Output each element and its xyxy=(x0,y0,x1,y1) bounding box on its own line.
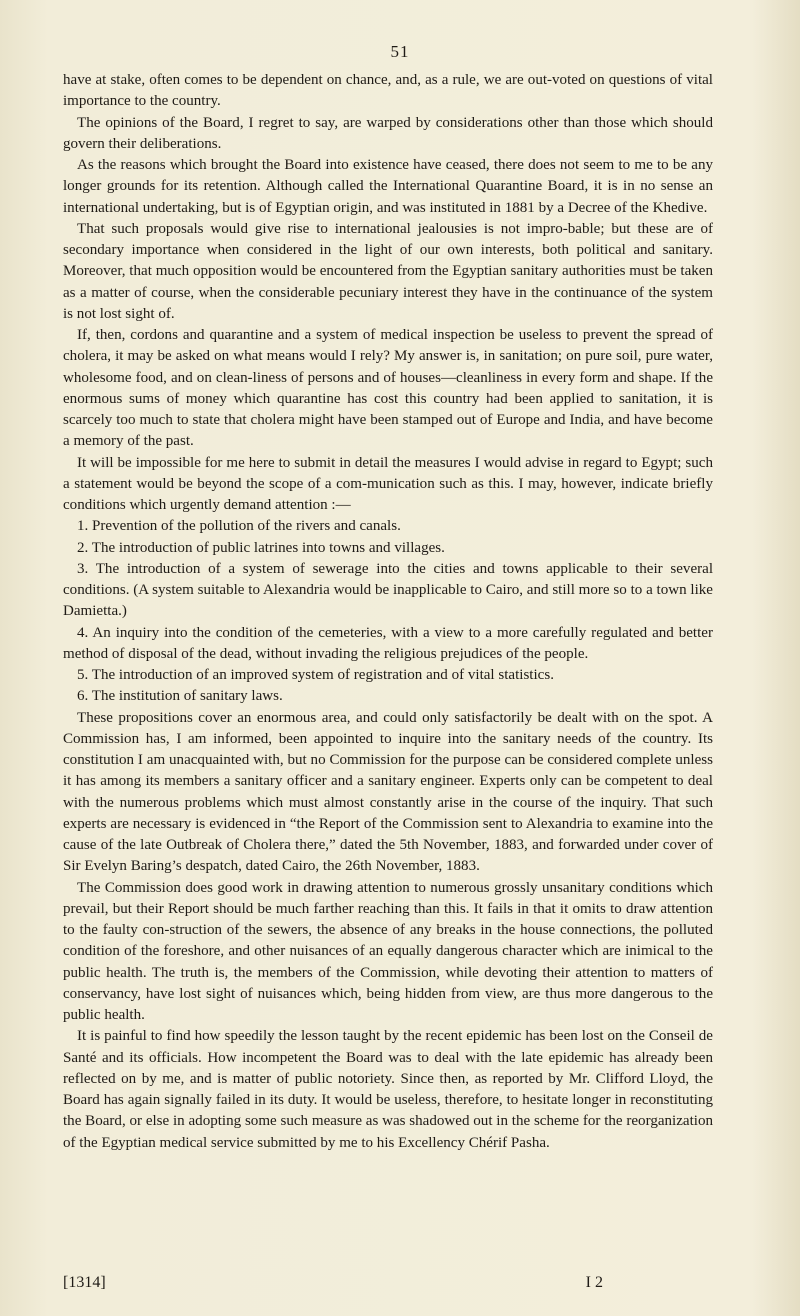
list-item: 3. The introduction of a system of sewerage into the cities and towns applicable to their several conditions. (A system suitable to Alexandria would be inapplicable to Cairo, and still more so to a town like Damietta.) xyxy=(63,560,713,620)
body-text xyxy=(63,70,713,1154)
paragraph: have at stake, often comes to be dependent on chance, and, as a rule, we are out-voted on questions of vital importance to the country. xyxy=(63,72,713,110)
list-item: 1. Prevention of the pollution of the rivers and canals. xyxy=(77,518,401,535)
paragraph: These propositions cover an enormous area, and could only satisfactorily be dealt with on the spot. A Commission has, I am informed, been appointed to inquire into the sanitary needs of the country. Its constitution I am unacquainted with, but no Commission for the purpose can be considered complete unless it has among its members a sanitary officer and a sanitary engineer. Experts only can be competent to deal with the numerous problems which must almost constantly arise in the course of the inquiry. That such experts are necessary is evidenced in “the Report of the Commission sent to Alexandria to examine into the cause of the late Outbreak of Cholera there,” dated the 5th November, 1883, and forwarded under cover of Sir Evelyn Baring’s despatch, dated Cairo, the 26th November, 1883. xyxy=(63,709,713,875)
document-reference-number: [1314] xyxy=(63,1274,106,1291)
page-footer xyxy=(63,1274,603,1292)
paragraph: If, then, cordons and quarantine and a system of medical inspection be useless to prevent the spread of cholera, it may be asked on what means would I rely? My answer is, in sanitation; on pure soil, pure water, wholesome food, and on clean-liness of persons and of houses—cleanliness in every form and shape. If the enormous sums of money which quarantine has cost this country had been applied to sanitation, it is scarcely too much to state that cholera might have been stamped out of Europe and India, and have become a memory of the past. xyxy=(63,327,713,450)
paragraph: The opinions of the Board, I regret to say, are warped by considerations other than those which should govern their deliberations. xyxy=(63,114,713,152)
list-item: 5. The introduction of an improved system of registration and of vital statistics. xyxy=(77,667,554,683)
paragraph: That such proposals would give rise to international jealousies is not impro-bable; but these are of secondary importance when considered in the light of our own interests, both political and sanitary. Moreover, that much opposition would be encountered from the Egyptian sanitary authorities must be taken as a matter of course, when the considerable pecuniary interest they have in the continuance of the system is not lost sight of. xyxy=(63,220,713,322)
paragraph: It is painful to find how speedily the lesson taught by the recent epidemic has been lost on the Conseil de Santé and its officials. How incompetent the Board was to deal with the late epidemic has already been reflected on by me, and is matter of public notoriety. Since then, as reported by Mr. Clifford Lloyd, the Board has again signally failed in its duty. It would be useless, therefore, to hesitate longer in reconstituting the Board, or else in adopting some such measure as was shadowed out in the scheme for the reorganization of the Egyptian medical service submitted by me to his Excellency Chérif Pasha. xyxy=(63,1028,713,1151)
list-item: 2. The introduction of public latrines into towns and villages. xyxy=(77,539,445,556)
signature-mark: I 2 xyxy=(585,1274,603,1291)
paragraph: As the reasons which brought the Board into existence have ceased, there does not seem to me to be any longer grounds for its retention. Although called the International Quarantine Board, it is in no sense an international undertaking, but is of Egyptian origin, and was instituted in 1881 by a Decree of the Khedive. xyxy=(63,157,713,216)
list-item: 4. An inquiry into the condition of the cemeteries, with a view to a more carefully regulated and better method of disposal of the dead, without invading the religious prejudices of the people. xyxy=(63,624,713,662)
paragraph: The Commission does good work in drawing attention to numerous grossly unsanitary conditions which prevail, but their Report should be much farther reaching than this. It fails in that it omits to draw attention to the faulty con-struction of the sewers, the absence of any breaks in the house connections, the polluted condition of the foreshore, and other nuisances of an equally dangerous character which are inimical to the public health. The truth is, the members of the Commission, while devoting their attention to matters of conservancy, have lost sight of nuisances which, being hidden from view, are thus more dangerous to the public health. xyxy=(63,879,713,1023)
list-item: 6. The institution of sanitary laws. xyxy=(77,688,283,705)
paragraph: It will be impossible for me here to submit in detail the measures I would advise in regard to Egypt; such a statement would be beyond the scope of a com-munication such as this. I may, however, indicate briefly conditions which urgently demand attention :— xyxy=(63,454,713,513)
page-number: 51 xyxy=(390,42,410,61)
